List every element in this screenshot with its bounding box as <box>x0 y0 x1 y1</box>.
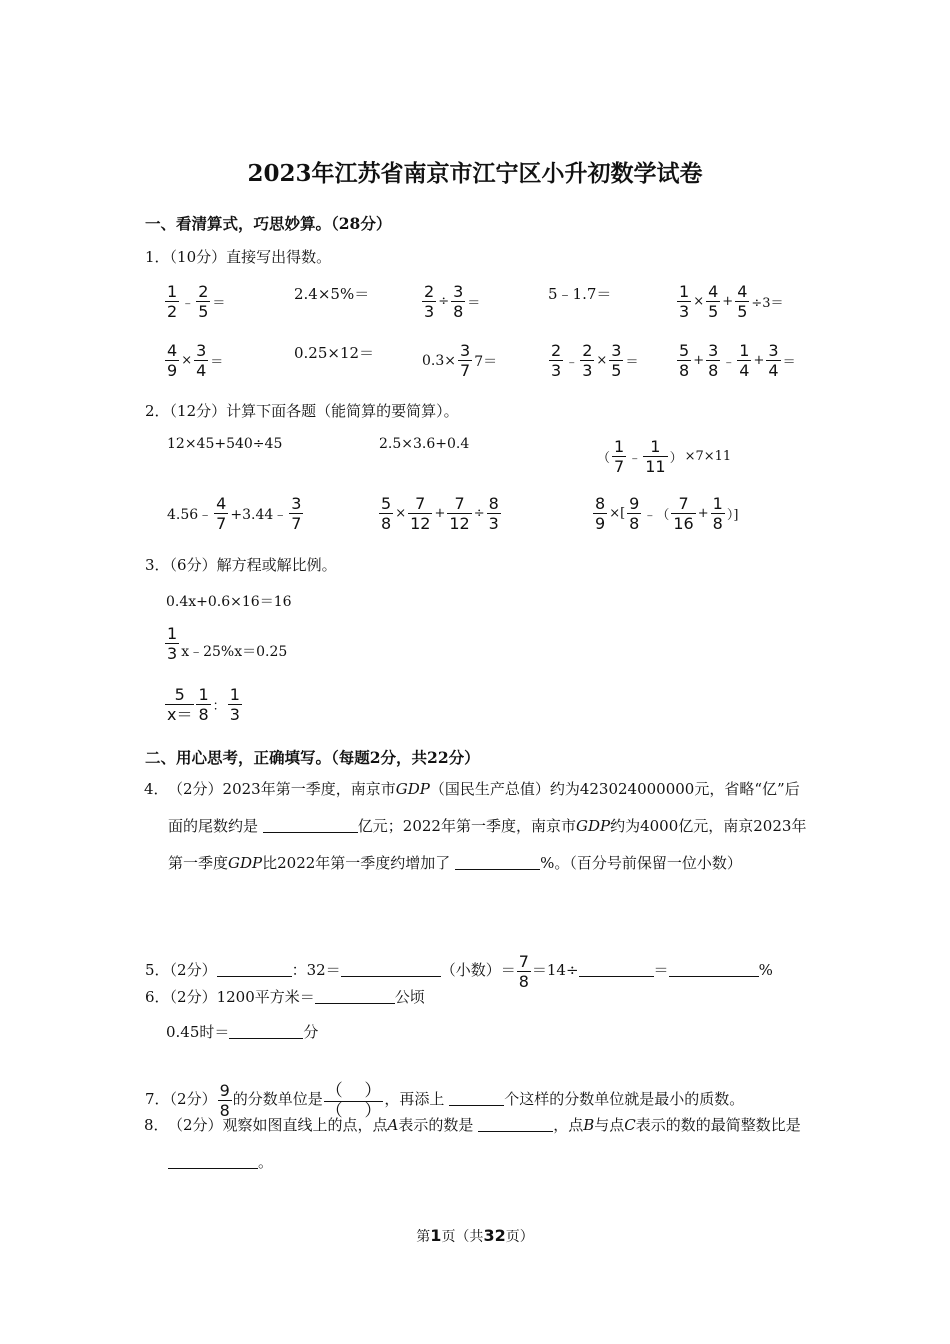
q7-blank[interactable] <box>449 1089 504 1106</box>
q8: 8． （2分）观察如图直线上的点，点A表示的数是 ，点B与点C表示的数的最简整数比是 。 <box>144 1116 801 1171</box>
page-title: 2023年江苏省南京市江宁区小升初数学试卷 <box>247 160 703 187</box>
q1-expr-9: $\frac{2}{3}$ ﹣ $\frac{2}{3}$ × $\frac{3}{5}$ ＝ <box>551 341 639 380</box>
q1-expr-10: $\frac{5}{8}$ + $\frac{3}{8}$ ﹣ $\frac{1}{4}$ + $\frac{3}{4}$ ＝ <box>679 341 796 380</box>
q2-expr-4: 4.56﹣ $\frac{4}{7}$ +3.44﹣ $\frac{3}{7}$ <box>167 494 302 533</box>
q8-blank-2[interactable] <box>168 1152 258 1169</box>
q3-label: 3．（6分）解方程或解比例。 <box>145 556 337 574</box>
q1-expr-5: $\frac{1}{3}$ × $\frac{4}{5}$ + $\frac{4}{5}$ ÷3＝ <box>679 282 784 321</box>
section1-heading: 一、看清算式，巧思妙算。（28分） <box>145 214 392 233</box>
q2-expr-6: $\frac{8}{9}$ ×[ $\frac{9}{8}$ ﹣（ $\frac{7}{16}$ + $\frac{1}{8}$ ）] <box>595 494 739 533</box>
q8-blank-1[interactable] <box>478 1115 553 1132</box>
q4-blank-1[interactable] <box>263 816 358 833</box>
q2-expr-2: 2.5×3.6+0.4 <box>379 436 470 452</box>
q6-blank-1[interactable] <box>315 987 395 1004</box>
q2-label: 2．（12分）计算下面各题（能简算的要简算）。 <box>145 402 459 420</box>
q5-blank-3[interactable] <box>579 960 654 977</box>
q4-blank-2[interactable] <box>455 853 540 870</box>
q2-expr-5: $\frac{5}{8}$ × $\frac{7}{12}$ + $\frac{7}{12}$ ÷ $\frac{8}{3}$ <box>381 494 499 533</box>
q7: 7．（2分） $\frac{9}{8}$ 的分数单位是 $\frac{( )}{( )}$ ，再添上 个这样的分数单位就是最小的质数。 <box>145 1081 745 1121</box>
q3-eq2: $\frac{1}{3}$ x﹣25%x＝0.25 <box>167 624 288 663</box>
q6-line2: 0.45时＝ 分 <box>166 1023 319 1041</box>
q2-expr-1: 12×45+540÷45 <box>167 436 283 452</box>
q1-label: 1．（10分）直接写出得数。 <box>145 248 332 266</box>
q6-blank-2[interactable] <box>229 1022 303 1039</box>
page-number: 1 <box>430 1226 442 1245</box>
section2-heading: 二、用心思考，正确填写。（每题2分，共22分） <box>145 748 480 767</box>
q1-expr-6: $\frac{4}{9}$ × $\frac{3}{4}$ ＝ <box>167 341 224 380</box>
q5-blank-1[interactable] <box>217 960 292 977</box>
q1-expr-4: 5﹣1.7＝ <box>548 285 612 303</box>
page-footer: 第1页（共32页） <box>416 1226 534 1245</box>
q1-expr-1: $\frac{1}{2}$ ﹣ $\frac{2}{5}$ ＝ <box>167 282 226 321</box>
q4: 4． （2分）2023年第一季度，南京市GDP（国民生产总值）约为423024000000元，省略“亿”后面的尾数约是 亿元；2022年第一季度，南京市GDP约为4000亿元，南京2023年第一季度GDP比2022年第一季度约增加了 %。（百分号前保留一位小数） <box>144 780 807 872</box>
q3-eq3: $\frac{5}{x=}$ $\frac{1}{8}$ ： $\frac{1}{3}$ <box>167 685 240 724</box>
q5-blank-2[interactable] <box>341 960 441 977</box>
q7-unit-blank[interactable]: $\frac{( )}{( )}$ <box>325 1081 382 1121</box>
q3-eq1: 0.4x+0.6×16＝16 <box>166 594 292 610</box>
q5-blank-4[interactable] <box>669 960 759 977</box>
q1-expr-8: 0.3× $\frac{3}{7}$ 7＝ <box>422 341 498 380</box>
q1-expr-7: 0.25×12＝ <box>294 344 375 362</box>
q2-expr-3: （ $\frac{1}{7}$ ﹣ $\frac{1}{11}$ ） ×7×11 <box>597 437 732 476</box>
q6-line1: 6．（2分）1200平方米＝ 公顷 <box>145 988 425 1006</box>
page-total: 32 <box>483 1226 506 1245</box>
q1-expr-2: 2.4×5%＝ <box>294 285 370 303</box>
q5: 5．（2分） ：32＝ （小数）＝ $\frac{7}{8}$ ＝14÷ ＝ % <box>145 952 773 991</box>
q1-expr-3: $\frac{2}{3}$ ÷ $\frac{3}{8}$ ＝ <box>424 282 481 321</box>
